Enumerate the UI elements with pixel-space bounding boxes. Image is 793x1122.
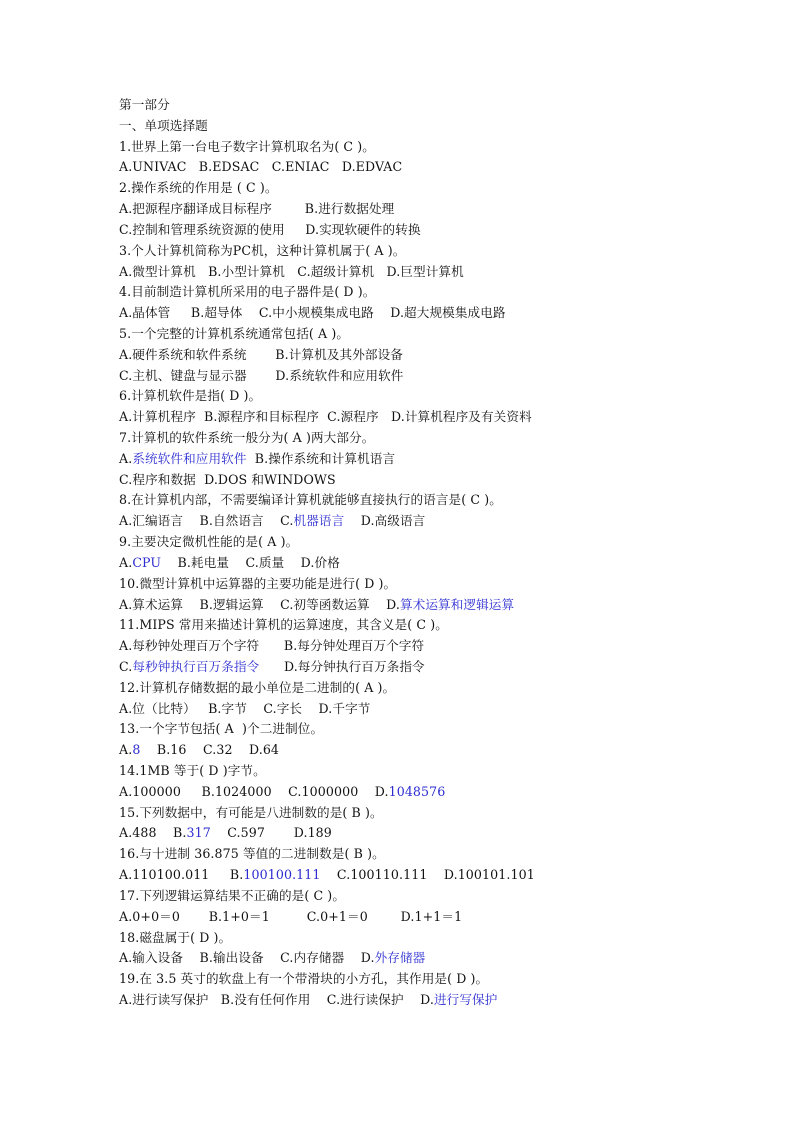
text-line xyxy=(119,178,779,199)
text-line xyxy=(119,907,779,928)
text-segment: 14.1MB 等于( D )字节。 xyxy=(119,763,266,778)
text-segment: A.每秒钟处理百万个字符 B.每分钟处理百万个字符 xyxy=(119,638,425,654)
text-segment: 2.操作系统的作用是 ( C )。 xyxy=(119,180,278,196)
text-line xyxy=(119,636,779,657)
text-segment: A.硬件系统和软件系统 B.计算机及其外部设备 xyxy=(119,346,403,362)
text-line xyxy=(119,470,779,491)
text-segment: D.每分钟执行百万条指令 xyxy=(259,658,425,674)
text-segment: 1.世界上第一台电子数字计算机取名为( C )。 xyxy=(119,138,375,154)
text-line xyxy=(119,657,779,678)
text-segment: C.100110.111 D.100101.101 xyxy=(320,867,535,883)
text-line xyxy=(119,553,779,574)
text-segment: 12.计算机存储数据的最小单位是二进制的( A )。 xyxy=(119,679,396,695)
highlighted-answer-text: 8 xyxy=(132,742,141,758)
text-segment: B.16 C.32 D.64 xyxy=(140,742,280,758)
text-segment: 9.主要决定微机性能的是( A )。 xyxy=(119,534,299,550)
text-line xyxy=(119,532,779,553)
text-line xyxy=(119,157,779,178)
text-segment: A.算术运算 B.逻辑运算 C.初等函数运算 D. xyxy=(119,596,400,612)
text-line xyxy=(119,345,779,366)
text-segment: C.控制和管理系统资源的使用 D.实现软硬件的转换 xyxy=(119,221,421,237)
text-segment: 17.下列逻辑运算结果不正确的是( C )。 xyxy=(119,887,346,903)
text-line xyxy=(119,324,779,345)
text-segment: A.输入设备 B.输出设备 C.内存储器 D. xyxy=(119,950,375,966)
text-line xyxy=(119,449,779,470)
text-segment: A.晶体管 B.超导体 C.中小规模集成电路 D.超大规模集成电路 xyxy=(119,305,506,321)
text-line xyxy=(119,823,779,844)
text-segment: 7.计算机的软件系统一般分为( A )两大部分。 xyxy=(119,430,375,445)
text-segment: 第一部分 xyxy=(119,97,170,112)
text-line xyxy=(119,241,779,262)
text-segment: 18.磁盘属于( D )。 xyxy=(119,929,232,945)
text-line xyxy=(119,844,779,865)
text-segment: C.程序和数据 D.DOS 和WINDOWS xyxy=(119,471,336,487)
text-segment: A.488 B. xyxy=(119,825,187,841)
question-list xyxy=(119,95,779,1011)
text-line xyxy=(119,719,779,740)
text-line xyxy=(119,407,779,428)
text-segment: 3.个人计算机简称为PC机，这种计算机属于( A )。 xyxy=(119,242,406,258)
highlighted-answer-text: 系统软件和应用软件 xyxy=(132,450,247,466)
text-segment: A.汇编语言 B.自然语言 C. xyxy=(119,513,294,529)
text-segment: 一、单项选择题 xyxy=(119,117,208,133)
highlighted-answer-text: 进行写保护 xyxy=(433,991,498,1007)
text-line xyxy=(119,366,779,387)
text-line xyxy=(119,699,779,720)
text-line xyxy=(119,782,779,803)
text-line xyxy=(119,678,779,699)
text-segment: B.操作系统和计算机语言 xyxy=(246,450,396,466)
text-line xyxy=(119,615,779,636)
highlighted-answer-text: CPU xyxy=(132,554,162,570)
text-line xyxy=(119,490,779,511)
highlighted-answer-text: 机器语言 xyxy=(293,513,345,529)
text-segment: B.耗电量 C.质量 D.价格 xyxy=(161,554,340,570)
text-line xyxy=(119,740,779,761)
text-segment: A. xyxy=(119,554,133,570)
text-segment: A.100000 B.1024000 C.1000000 D. xyxy=(119,783,389,799)
highlighted-answer-text: 100100.111 xyxy=(243,867,321,883)
text-segment: 15.下列数据中，有可能是八进制数的是( B )。 xyxy=(119,804,383,820)
text-segment: 4.目前制造计算机所采用的电子器件是( D )。 xyxy=(119,284,376,300)
text-segment: A.UNIVAC B.EDSAC C.ENIAC D.EDVAC xyxy=(119,159,403,175)
text-segment: A.微型计算机 B.小型计算机 C.超级计算机 D.巨型计算机 xyxy=(119,263,464,279)
text-line xyxy=(119,928,779,949)
text-line xyxy=(119,511,779,532)
text-line xyxy=(119,220,779,241)
text-line xyxy=(119,386,779,407)
text-line xyxy=(119,574,779,595)
text-line xyxy=(119,990,779,1011)
text-segment: C. xyxy=(119,658,133,674)
text-line xyxy=(119,95,779,116)
text-line xyxy=(119,886,779,907)
text-line xyxy=(119,137,779,158)
highlighted-answer-text: 外存储器 xyxy=(374,950,426,966)
text-segment: A.110100.011 B. xyxy=(119,867,244,883)
text-segment: 10.微型计算机中运算器的主要功能是进行( D )。 xyxy=(119,575,397,591)
text-line xyxy=(119,428,779,449)
text-segment: D.高级语言 xyxy=(344,513,426,529)
text-segment: 11.MIPS 常用来描述计算机的运算速度，其含义是( C )。 xyxy=(119,617,448,633)
text-segment: 5.一个完整的计算机系统通常包括( A )。 xyxy=(119,325,350,341)
text-segment: A.位（比特） B.字节 C.字长 D.千字节 xyxy=(119,700,371,716)
text-segment: A. xyxy=(119,742,133,758)
text-segment: 8.在计算机内部，不需要编译计算机就能够直接执行的语言是( C )。 xyxy=(119,492,502,508)
highlighted-answer-text: 算术运算和逻辑运算 xyxy=(399,596,515,612)
text-segment: A. xyxy=(119,450,133,466)
text-segment: 6.计算机软件是指( D )。 xyxy=(119,388,262,404)
text-segment: 19.在 3.5 英寸的软盘上有一个带滑块的小方孔，其作用是( D )。 xyxy=(119,971,489,987)
text-line xyxy=(119,262,779,283)
text-segment: A.计算机程序 B.源程序和目标程序 C.源程序 D.计算机程序及有关资料 xyxy=(119,409,532,425)
text-line xyxy=(119,595,779,616)
text-line xyxy=(119,761,779,782)
text-line xyxy=(119,803,779,824)
text-line xyxy=(119,303,779,324)
highlighted-answer-text: 每秒钟执行百万条指令 xyxy=(132,658,260,674)
text-line xyxy=(119,199,779,220)
text-line xyxy=(119,865,779,886)
highlighted-answer-text: 1048576 xyxy=(388,783,446,799)
text-line xyxy=(119,282,779,303)
text-line xyxy=(119,948,779,969)
text-segment: 13.一个字节包括( A )个二进制位。 xyxy=(119,721,324,737)
text-segment: C.597 D.189 xyxy=(210,825,332,841)
text-segment: A.把源程序翻译成目标程序 B.进行数据处理 xyxy=(119,201,395,217)
text-segment: A.进行读写保护 B.没有任何作用 C.进行读保护 D. xyxy=(119,991,434,1007)
text-segment: 16.与十进制 36.875 等值的二进制数是( B )。 xyxy=(119,846,385,862)
text-segment: C.主机、键盘与显示器 D.系统软件和应用软件 xyxy=(119,367,404,383)
text-segment: A.0+0＝0 B.1+0＝1 C.0+1＝0 D.1+1＝1 xyxy=(119,908,463,924)
text-line xyxy=(119,969,779,990)
text-line xyxy=(119,116,779,137)
highlighted-answer-text: 317 xyxy=(186,825,211,841)
